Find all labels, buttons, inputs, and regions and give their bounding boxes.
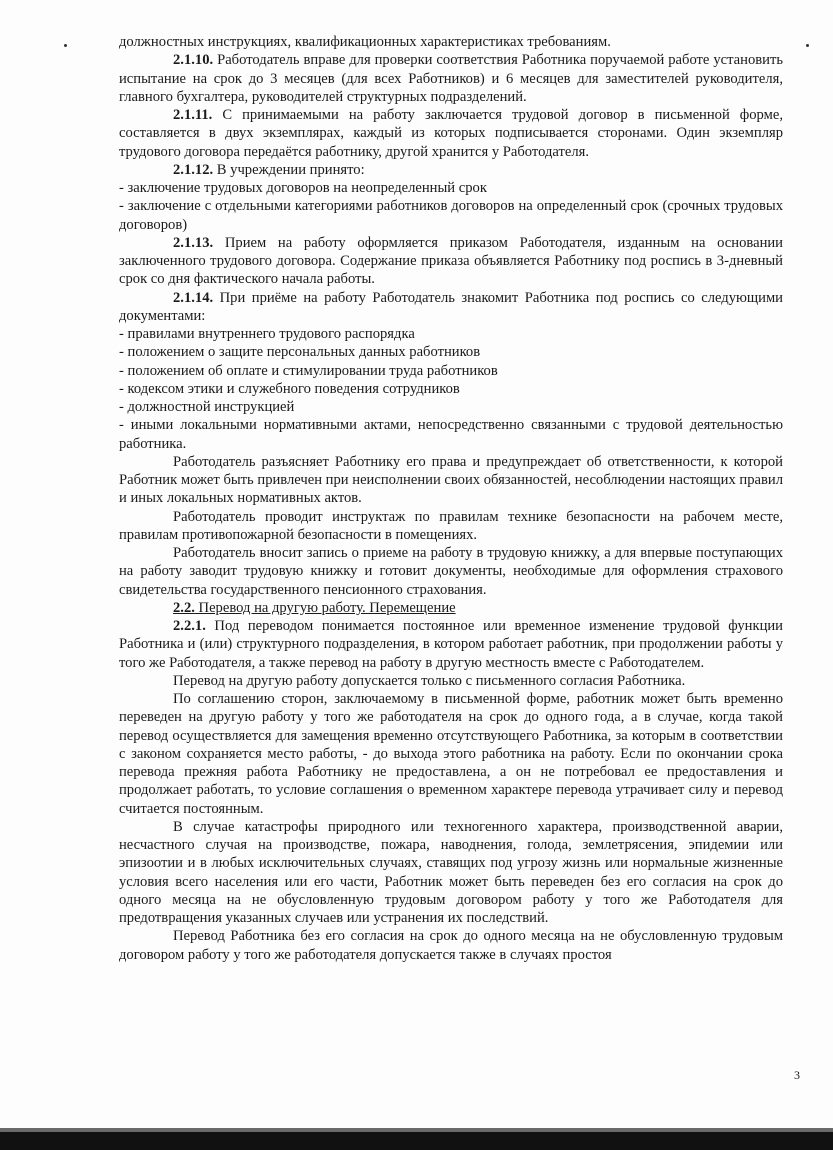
paragraph-text: Перевод на другую работу допускается только с письменного согласия Работника. (173, 672, 686, 689)
clause-number: 2.1.13. (173, 234, 214, 251)
paragraph-text: По соглашению сторон, заключаемому в письменной форме, работник может быть временно переведен на другую работу у того же работодателя на срок до одного года, а в случае, когда такой перевод осуществляется для замещения временно отсутствующего Работника, за которым в соответствии с законом сохраняется место работы, - до выхода этого работника на работу. Если по окончании срока перевода прежняя работа Работнику не предоставлена, а он не потребовал ее предоставления и продолжает работать, то условие соглашения о временном характере перевода утрачивает силу и перевод считается постоянным. (119, 691, 783, 817)
clause-number: 2.2.1. (173, 618, 206, 634)
numbered-paragraph (119, 599, 783, 617)
paragraph-text: - положением об оплате и стимулировании труда работников (119, 362, 498, 379)
clause-number: 2.1.11. (173, 107, 213, 123)
paragraph-text: В случае катастрофы природного или техногенного характера, производственной аварии, несчастного случая на производстве, пожара, наводнения, голода, землетрясения, эпидемии или эпизоотии и в любых исключительных случаях, ставящих под угрозу жизнь или нормальные жизненные условия всего населения или его части, Работник может быть переведен без его согласия на срок до одного месяца на не обусловленную трудовым договором работу у того же Работодателя для предотвращения указанных случаев или устранения их последствий. (119, 818, 783, 926)
numbered-paragraph (119, 161, 783, 179)
paragraph-text: должностных инструкциях, квалификационных характеристиках требованиям. (119, 34, 611, 50)
numbered-paragraph (119, 234, 783, 289)
list-item (119, 33, 783, 51)
document-body (119, 33, 783, 964)
list-item (119, 380, 783, 398)
list-item (119, 197, 783, 234)
numbered-paragraph (119, 51, 783, 106)
list-item (119, 398, 783, 416)
list-item (119, 416, 783, 453)
numbered-paragraph (119, 106, 783, 161)
clause-number: 2.1.12. (173, 161, 214, 178)
clause-text: Под переводом понимается постоянное или временное изменение трудовой функции Работника и (или) структурного подразделения, в котором работает работник, при продолжении работы у того же Работодателя, а также перевод на работу в другую местность вместе с Работодателем. (119, 618, 783, 671)
paragraph (119, 818, 783, 928)
paragraph-text: - иными локальными нормативными актами, непосредственно связанными с трудовой деятельностью работника. (119, 417, 783, 452)
paragraph (119, 672, 783, 690)
clause-number: 2.1.14. (173, 289, 214, 306)
clause-text: В учреждении принято: (213, 161, 365, 178)
clause-number: 2.2. (173, 599, 195, 616)
paragraph (119, 508, 783, 545)
paragraph-text: Работодатель вносит запись о приеме на работу в трудовую книжку, а для впервые поступающих на работу заводит трудовую книжку и готовит документы, необходимые для оформления страхового свидетельства государственного пенсионного страхования. (119, 545, 783, 598)
paragraph-text: - заключение трудовых договоров на неопределенный срок (119, 180, 487, 196)
scan-border-shadow (0, 1128, 833, 1132)
paragraph-text: - кодексом этики и служебного поведения сотрудников (119, 380, 460, 397)
section-heading (173, 600, 456, 616)
paragraph (119, 453, 783, 508)
paragraph-text: Работодатель проводит инструктаж по правилам технике безопасности на рабочем месте, правилам противопожарной безопасности в помещениях. (119, 508, 783, 543)
paragraph-text: - должностной инструкцией (119, 399, 295, 415)
clause-text: Прием на работу оформляется приказом Работодателя, изданным на основании заключенного трудового договора. Содержание приказа объявляется Работнику под роспись в 3-дневный срок со дня фактического начала работы. (119, 234, 783, 288)
paragraph (119, 927, 783, 964)
page-number: 3 (794, 1068, 800, 1082)
clause-text: Работодатель вправе для проверки соответствия Работника поручаемой работе установить испытание на срок до 3 месяцев (для всех Работников) и 6 месяцев для заместителей руководителя, главного бухгалтера, руководителей структурных подразделений. (119, 52, 783, 105)
clause-text: При приёме на работу Работодатель знакомит Работника под роспись со следующими документами: (119, 289, 783, 324)
paragraph-text: Перевод Работника без его согласия на срок до одного месяца на не обусловленную трудовым договором работу у того же работодателя допускается также в случаях простоя (119, 928, 783, 963)
numbered-paragraph (119, 617, 783, 672)
scan-speck (806, 44, 809, 47)
list-item (119, 325, 783, 343)
clause-number: 2.1.10. (173, 52, 214, 69)
clause-text: Перевод на другую работу. Перемещение (194, 599, 456, 616)
numbered-paragraph (119, 289, 783, 326)
scan-speck (64, 44, 67, 47)
paragraph-text: Работодатель разъясняет Работнику его права и предупреждает об ответственности, к которой Работник может быть привлечен при неисполнении своих обязанностей, несоблюдении настоящих правил и иных локальных нормативных актов. (119, 453, 783, 507)
clause-text: С принимаемыми на работу заключается трудовой договор в письменной форме, составляется в двух экземплярах, каждый из которых подписывается сторонами. Один экземпляр трудового договора передаётся работнику, другой хранится у Работодателя. (119, 107, 783, 160)
list-item (119, 343, 783, 361)
paragraph (119, 690, 783, 818)
list-item (119, 362, 783, 380)
paragraph (119, 544, 783, 599)
list-item (119, 179, 783, 197)
paragraph-text: - заключение с отдельными категориями работников договоров на определенный срок (срочных трудовых договоров) (119, 198, 783, 233)
paragraph-text: - правилами внутреннего трудового распорядка (119, 326, 415, 342)
paragraph-text: - положением о защите персональных данных работников (119, 344, 481, 361)
